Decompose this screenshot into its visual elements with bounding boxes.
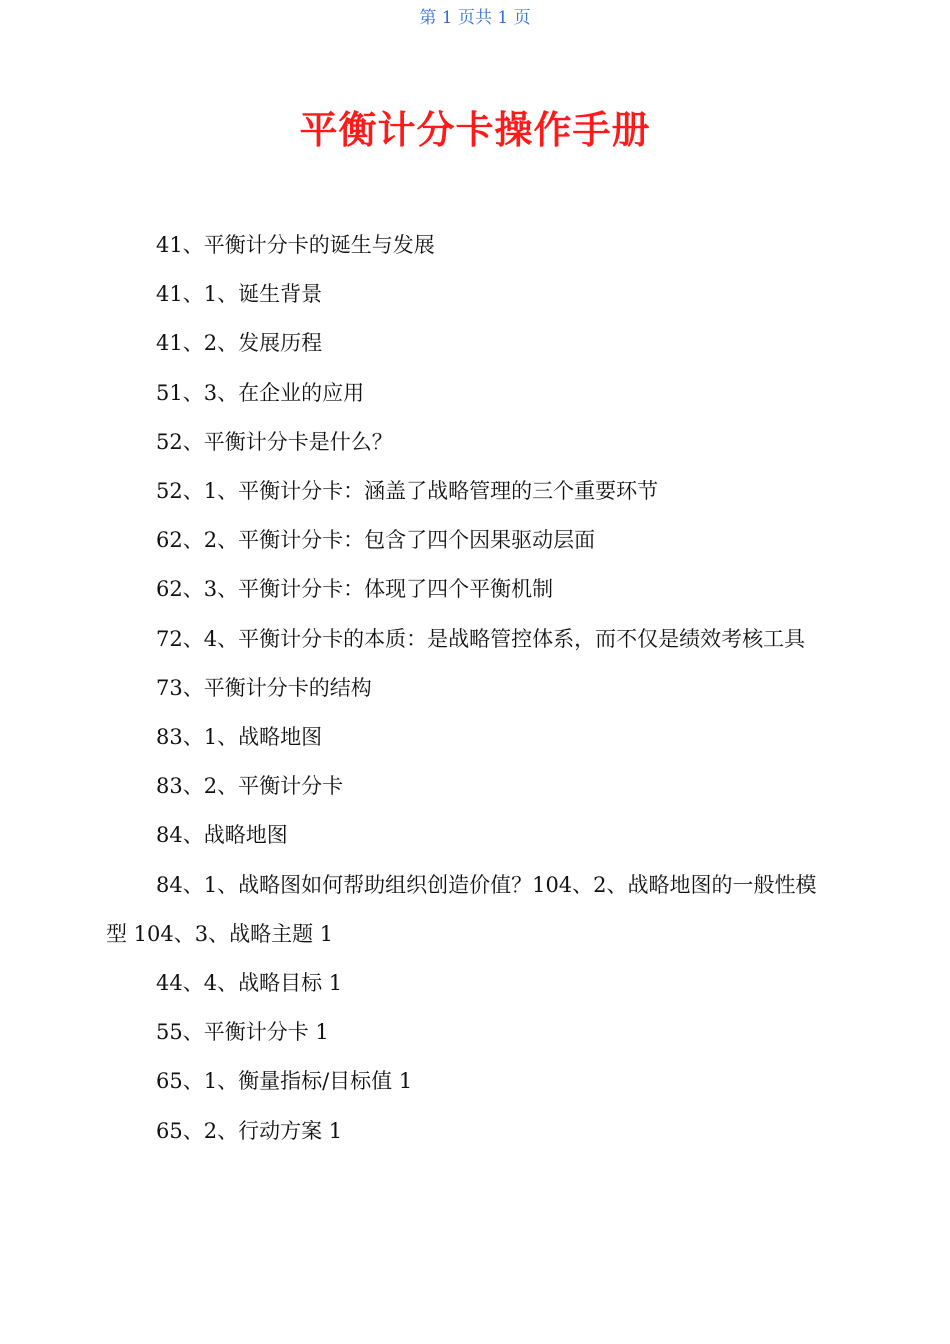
toc-entry[interactable]: 62、2、平衡计分卡：包含了四个因果驱动层面 xyxy=(156,528,596,553)
toc-entry[interactable]: 41、平衡计分卡的诞生与发展 xyxy=(156,233,435,257)
toc-entry[interactable]: 72、4、平衡计分卡的本质：是战略管控体系，而不仅是绩效考核工具 xyxy=(156,626,806,651)
toc-entry[interactable]: 41、2、发展历程 xyxy=(156,331,323,356)
page-counter: 第 1 页共 1 页 xyxy=(419,8,531,28)
table-of-contents xyxy=(106,221,834,1156)
toc-entry[interactable]: 84、1、战略图如何帮助组织创造价值？104、2、战略地图的一般性模型 104、3、战略主题 1 xyxy=(106,872,817,946)
toc-entry[interactable]: 83、1、战略地图 xyxy=(156,725,323,750)
toc-entry[interactable]: 55、平衡计分卡 1 xyxy=(156,1020,329,1045)
toc-entry[interactable]: 52、1、平衡计分卡：涵盖了战略管理的三个重要环节 xyxy=(156,479,659,504)
toc-entry[interactable]: 84、战略地图 xyxy=(156,823,288,848)
toc-entry[interactable]: 65、2、行动方案 1 xyxy=(156,1118,343,1143)
toc-entry[interactable]: 51、3、在企业的应用 xyxy=(156,380,365,405)
toc-entry[interactable]: 65、1、衡量指标/目标值 1 xyxy=(156,1069,413,1094)
toc-entry[interactable]: 62、3、平衡计分卡：体现了四个平衡机制 xyxy=(156,577,554,602)
toc-entry[interactable]: 83、2、平衡计分卡 xyxy=(156,774,344,799)
toc-entry[interactable]: 52、平衡计分卡是什么？ xyxy=(156,429,393,454)
document-title: 平衡计分卡操作手册 xyxy=(299,108,651,152)
toc-entry[interactable]: 73、平衡计分卡的结构 xyxy=(156,675,372,700)
toc-entry[interactable]: 41、1、诞生背景 xyxy=(156,282,323,307)
toc-entry[interactable]: 44、4、战略目标 1 xyxy=(156,971,343,996)
